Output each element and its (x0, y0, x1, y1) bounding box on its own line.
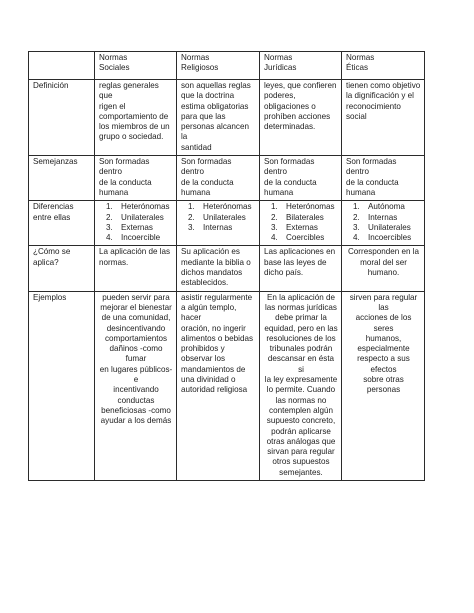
cell-text-line: a algún templo, hacer (181, 302, 237, 323)
cell-text-line: contemplen algún (269, 405, 333, 415)
cell-text-line: moral del ser humano. (360, 257, 407, 278)
cell-text-line: dichos mandatos (181, 268, 243, 278)
list-item: 3. Internas (197, 223, 256, 233)
cell-text-line: ¿Cómo se (33, 247, 71, 257)
cell-text-line: Son formadas dentro (181, 157, 232, 177)
row-label (29, 80, 95, 156)
cell-text-line: de una comunidad, (101, 313, 171, 323)
cell-text-line: respecto a sus efectos (357, 354, 410, 374)
list-item: 1. Heterónomas (115, 202, 173, 212)
cell-text-line: pueden servir para (102, 292, 170, 302)
cell-text-line: mandamientos de (181, 364, 246, 374)
cell-text-line: Corresponden en la (347, 247, 420, 257)
cell-text-line: lo permite. Cuando (266, 385, 336, 395)
cell-text-line: reglas generales que (99, 81, 159, 101)
cell-text-line: Son formadas dentro (99, 157, 150, 177)
cell-text-line: semejantes. (279, 467, 323, 477)
cell-text-line: base las leyes de (264, 257, 327, 267)
cell-text-line: de la conducta (99, 177, 152, 187)
cell-text-line: dicho país. (264, 268, 304, 278)
cell-text-line: descansar en ésta si (267, 354, 335, 374)
list-item: 3. Externas (115, 223, 173, 233)
header-line: Normas (181, 53, 210, 62)
cell-text-line: mejorar el bienestar (100, 302, 172, 312)
list-item: 1. Heterónomas (280, 202, 338, 212)
normas-comparison-table (28, 51, 425, 481)
list-item: 3. Unilaterales (362, 223, 421, 233)
header-line: Jurídicas (264, 63, 297, 73)
row-label (29, 246, 95, 291)
cell-text-line: reconocimiento social (346, 101, 401, 121)
list-item: 2. Unilaterales (115, 213, 173, 223)
table-cell (260, 201, 342, 246)
header-line: Normas (99, 53, 128, 62)
row-label (29, 201, 95, 246)
list-item: 2. Bilaterales (280, 213, 338, 223)
cell-text-line: desincentivando (106, 323, 166, 333)
header-cell-eticas (342, 52, 425, 80)
cell-text-line: Son formadas dentro (264, 157, 315, 177)
cell-text-line: las normas jurídicas (265, 302, 337, 312)
table-cell (260, 80, 342, 156)
row-definicion (29, 80, 425, 156)
header-line: Sociales (99, 63, 130, 73)
cell-text-line: Su aplicación es (181, 247, 240, 257)
cell-text-line: tribunales podrán (269, 344, 333, 354)
cell-text-line: podrán aplicarse (271, 426, 331, 436)
table-cell (342, 201, 425, 246)
list-item: 1. Heterónomas (197, 202, 256, 212)
cell-text-line: santidad (181, 142, 212, 152)
table-cell (177, 80, 260, 156)
cell-text-line: la ley expresamente (264, 375, 338, 385)
table-cell (95, 291, 177, 480)
header-row (29, 52, 425, 80)
cell-text-line: prohibidos y (181, 344, 225, 354)
table-cell (177, 201, 260, 246)
cell-text-line: ayudar a los demás (100, 416, 172, 426)
row-semejanzas (29, 156, 425, 201)
table-cell (95, 80, 177, 156)
cell-text-line: sirvan para regular (267, 447, 335, 457)
row-label-text: Definición (33, 81, 69, 90)
table-cell (342, 156, 425, 201)
cell-text-line: humanos, (365, 333, 402, 343)
cell-text-line: para que las (181, 111, 226, 121)
list-item: 2. Internas (362, 213, 421, 223)
table-cell (260, 246, 342, 291)
cell-text-line: de la conducta (346, 177, 399, 187)
cell-text-line: mediante la biblia o (181, 257, 251, 267)
cell-text-line: humana (181, 187, 211, 197)
header-cell-juridicas (260, 52, 342, 80)
cell-text-line: oración, no ingerir (181, 323, 246, 333)
cell-text-line: supuesto concreto, (266, 416, 336, 426)
cell-text-line: humana (99, 187, 129, 197)
cell-text-line: sobre otras personas (363, 375, 404, 395)
cell-text-line: Son formadas dentro (346, 157, 397, 177)
cell-text-line: de la conducta (264, 177, 317, 187)
numbered-list (99, 202, 173, 243)
list-item: 3. Externas (280, 223, 338, 233)
cell-text-line: sirven para regular las (349, 292, 418, 312)
cell-text-line: humana (346, 187, 376, 197)
cell-text-line: En la aplicación de (267, 292, 335, 302)
row-label (29, 291, 95, 480)
header-cell-sociales (95, 52, 177, 80)
cell-text-line: Las aplicaciones en (264, 247, 336, 257)
cell-text-line: determinadas. (264, 122, 316, 132)
table-cell (95, 246, 177, 291)
cell-text-line: estima obligatorias (181, 101, 249, 111)
cell-text-line: comportamientos (104, 333, 168, 343)
row-label (29, 156, 95, 201)
cell-text-line: beneficiosas -como (101, 405, 171, 415)
cell-text-line: Diferencias (33, 202, 74, 212)
row-label-text: Semejanzas (33, 157, 78, 167)
table-cell (342, 291, 425, 480)
cell-text-line: otras análogas que (266, 436, 336, 446)
cell-text-line: personas alcancen la (181, 122, 249, 142)
cell-text-line: son aquellas reglas (181, 81, 251, 90)
cell-text-line: entre ellas (33, 212, 71, 222)
row-diferencias (29, 201, 425, 246)
cell-text-line: observar los (181, 354, 226, 364)
table-cell (260, 291, 342, 480)
numbered-list (264, 202, 338, 243)
row-label-text: Ejemplos (33, 292, 67, 302)
table-cell (95, 156, 177, 201)
cell-text-line: resoluciones de los (266, 333, 336, 343)
row-aplica (29, 246, 425, 291)
numbered-list (181, 202, 256, 233)
cell-text-line: aplica? (33, 257, 59, 267)
header-line: Religiosos (181, 63, 219, 73)
list-item: 2. Unilaterales (197, 213, 256, 223)
cell-text-line: autoridad religiosa (181, 385, 248, 395)
list-item: 4. Incoercible (115, 233, 173, 243)
cell-text-line: rigen el (99, 101, 126, 111)
table-cell (342, 246, 425, 291)
list-item: 4. Coercibles (280, 233, 338, 243)
list-item: 1. Autónoma (362, 202, 421, 212)
cell-text-line: normas. (99, 257, 129, 267)
cell-text-line: una divinidad o (181, 375, 236, 385)
table-cell (342, 80, 425, 156)
header-cell-empty (29, 52, 95, 80)
cell-text-line: especialmente (357, 344, 410, 354)
cell-text-line: humana (264, 187, 294, 197)
numbered-list (346, 202, 421, 243)
cell-text-line: La aplicación de las (99, 247, 171, 257)
table-cell (177, 156, 260, 201)
cell-text-line: conductas (117, 395, 155, 405)
cell-text-line: establecidos. (181, 278, 229, 288)
cell-text-line: asistir regularmente (181, 292, 253, 302)
cell-text-line: equidad, pero en las (264, 323, 338, 333)
cell-text-line: prohíben acciones (264, 111, 331, 121)
header-line: Normas (346, 53, 375, 62)
cell-text-line: grupo o sociedad. (99, 132, 164, 142)
header-line: Normas (264, 53, 293, 62)
cell-text-line: que la doctrina (181, 91, 235, 101)
cell-text-line: los miembros de un (99, 122, 170, 132)
cell-text-line: poderes, (264, 91, 296, 101)
cell-text-line: alimentos o bebidas (181, 333, 253, 343)
cell-text-line: las normas no (275, 395, 327, 405)
header-line: Éticas (346, 63, 369, 73)
cell-text-line: leyes, que confieren (264, 81, 337, 90)
table-cell (177, 291, 260, 480)
cell-text-line: debe primar la (275, 313, 327, 323)
list-item: 4. Incoercibles (362, 233, 421, 243)
table-cell (177, 246, 260, 291)
cell-text-line: dañinos -como fumar (109, 344, 163, 364)
cell-text-line: otros supuestos (272, 457, 330, 467)
cell-text-line: de la conducta (181, 177, 234, 187)
table-cell (260, 156, 342, 201)
cell-text-line: la dignificación y el (346, 91, 414, 101)
header-cell-religiosos (177, 52, 260, 80)
table-cell (95, 201, 177, 246)
cell-text-line: incentivando (113, 385, 159, 395)
cell-text-line: tienen como objetivo (346, 81, 421, 90)
cell-text-line: obligaciones o (264, 101, 316, 111)
cell-text-line: comportamiento de (99, 111, 169, 121)
row-ejemplos (29, 291, 425, 480)
cell-text-line: acciones de los seres (355, 313, 412, 333)
cell-text-line: en lugares públicos- e (99, 364, 173, 385)
